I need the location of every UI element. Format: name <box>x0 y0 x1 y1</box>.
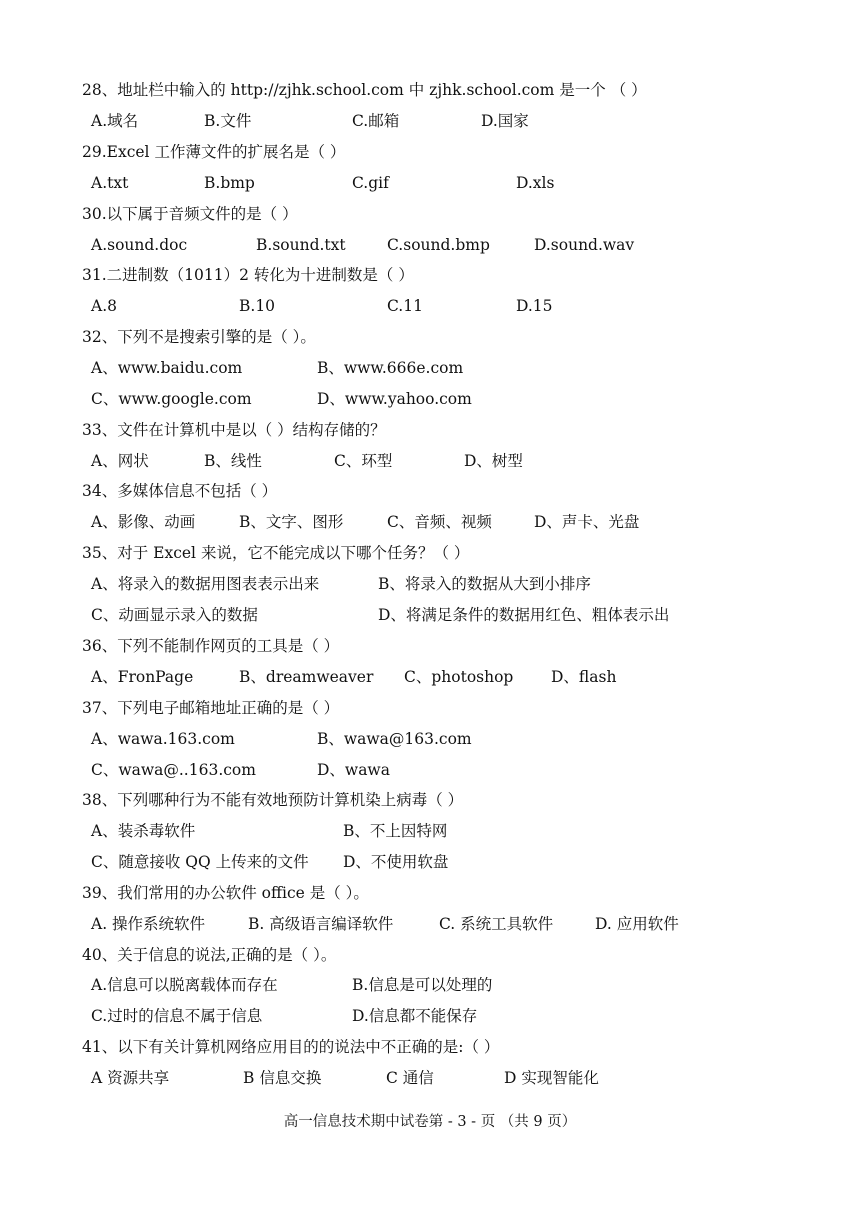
question-39-stem: 39、我们常用的办公软件 office 是（ ）。 <box>82 884 369 902</box>
option-c: C 通信 <box>386 1069 434 1087</box>
option-c: C.sound.bmp <box>387 236 490 254</box>
option-c: C、环型 <box>334 452 393 470</box>
option-c: C、随意接收 QQ 上传来的文件 <box>91 853 309 871</box>
option-a: A.信息可以脱离载体而存在 <box>91 976 278 994</box>
option-d: D、flash <box>551 668 617 686</box>
question-38-options-row1 <box>91 820 851 842</box>
question-33-options <box>91 450 851 472</box>
option-c: C、www.google.com <box>91 390 252 408</box>
option-a: A 资源共享 <box>91 1069 170 1087</box>
option-d: D 实现智能化 <box>504 1069 599 1087</box>
question-40-options-row1 <box>91 974 851 996</box>
option-d: D、将满足条件的数据用红色、粗体表示出 <box>378 606 670 624</box>
option-c: C. 系统工具软件 <box>439 915 554 933</box>
option-d: D、www.yahoo.com <box>317 390 472 408</box>
question-32-stem: 32、下列不是搜索引擎的是（ ）。 <box>82 328 316 346</box>
question-36-options <box>91 666 851 688</box>
question-32-options-row2 <box>91 388 851 410</box>
option-d: D.信息都不能保存 <box>352 1007 478 1025</box>
option-d: D、树型 <box>464 452 523 470</box>
question-33-stem: 33、文件在计算机中是以（ ）结构存储的？ <box>82 421 386 439</box>
page-footer: 高一信息技术期中试卷第 - 3 - 页 （共 9 页） <box>283 1114 577 1130</box>
option-a: A、装杀毒软件 <box>91 822 196 840</box>
option-b: B、www.666e.com <box>317 359 464 377</box>
question-29-options <box>91 172 851 194</box>
option-a: A.sound.doc <box>91 236 188 254</box>
option-d: D、wawa <box>317 761 390 779</box>
question-31-stem: 31.二进制数（1011）2 转化为十进制数是（ ） <box>82 266 414 284</box>
question-41-options <box>91 1067 851 1089</box>
option-c: C、音频、视频 <box>387 513 492 531</box>
question-28-stem: 28、地址栏中输入的 http://zjhk.school.com 中 zjhk.school.com 是一个 （ ） <box>82 81 647 99</box>
option-a: A、影像、动画 <box>91 513 196 531</box>
option-a: A. 操作系统软件 <box>91 915 206 933</box>
option-d: D.国家 <box>481 112 529 130</box>
question-37-options-row2 <box>91 759 851 781</box>
question-31-options <box>91 295 851 317</box>
option-c: C.11 <box>387 297 423 315</box>
question-40-stem: 40、关于信息的说法,正确的是（ ）。 <box>82 946 337 964</box>
option-a: A、FronPage <box>91 668 194 686</box>
question-34-stem: 34、多媒体信息不包括（ ） <box>82 482 278 500</box>
question-35-options-row2 <box>91 604 851 626</box>
question-37-options-row1 <box>91 728 851 750</box>
option-b: B 信息交换 <box>243 1069 322 1087</box>
option-d: D.sound.wav <box>534 236 635 254</box>
option-b: B、dreamweaver <box>239 668 374 686</box>
option-b: B. 高级语言编译软件 <box>248 915 394 933</box>
option-a: A、网状 <box>91 452 149 470</box>
option-d: D.15 <box>516 297 553 315</box>
question-37-stem: 37、下列电子邮箱地址正确的是（ ） <box>82 699 340 717</box>
option-c: C、photoshop <box>404 668 514 686</box>
option-d: D.xls <box>516 174 555 192</box>
option-a: A、wawa.163.com <box>91 730 235 748</box>
option-b: B、线性 <box>204 452 262 470</box>
question-35-options-row1 <box>91 573 851 595</box>
option-a: A.8 <box>91 297 117 315</box>
question-30-options <box>91 234 851 256</box>
question-38-options-row2 <box>91 851 851 873</box>
option-a: A、www.baidu.com <box>91 359 243 377</box>
option-d: D、声卡、光盘 <box>534 513 640 531</box>
option-d: D. 应用软件 <box>595 915 679 933</box>
option-b: B、不上因特网 <box>343 822 448 840</box>
option-c: C.gif <box>352 174 389 192</box>
option-b: B、将录入的数据从大到小排序 <box>378 575 591 593</box>
option-a: A.域名 <box>91 112 139 130</box>
question-41-stem: 41、以下有关计算机网络应用目的的说法中不正确的是:（ ） <box>82 1038 500 1056</box>
question-29-stem: 29.Excel 工作薄文件的扩展名是（ ） <box>82 143 346 161</box>
option-c: C、动画显示录入的数据 <box>91 606 258 624</box>
question-36-stem: 36、下列不能制作网页的工具是（ ） <box>82 637 340 655</box>
option-b: B、文字、图形 <box>239 513 344 531</box>
question-30-stem: 30.以下属于音频文件的是（ ） <box>82 205 298 223</box>
question-35-stem: 35、对于 Excel 来说，它不能完成以下哪个任务？（ ） <box>82 544 470 562</box>
option-b: B.sound.txt <box>256 236 346 254</box>
question-32-options-row1 <box>91 357 851 379</box>
question-40-options-row2 <box>91 1005 851 1027</box>
question-28-options <box>91 110 851 132</box>
option-d: D、不使用软盘 <box>343 853 449 871</box>
question-39-options <box>91 913 851 935</box>
option-b: B.10 <box>239 297 276 315</box>
option-b: B.文件 <box>204 112 252 130</box>
question-34-options <box>91 511 851 533</box>
question-38-stem: 38、下列哪种行为不能有效地预防计算机染上病毒（ ） <box>82 791 464 809</box>
option-b: B.bmp <box>204 174 255 192</box>
option-c: C、wawa@..163.com <box>91 761 256 779</box>
option-c: C.邮箱 <box>352 112 400 130</box>
option-a: A、将录入的数据用图表表示出来 <box>91 575 320 593</box>
option-a: A.txt <box>91 174 129 192</box>
option-b: B.信息是可以处理的 <box>352 976 493 994</box>
option-c: C.过时的信息不属于信息 <box>91 1007 263 1025</box>
option-b: B、wawa@163.com <box>317 730 472 748</box>
